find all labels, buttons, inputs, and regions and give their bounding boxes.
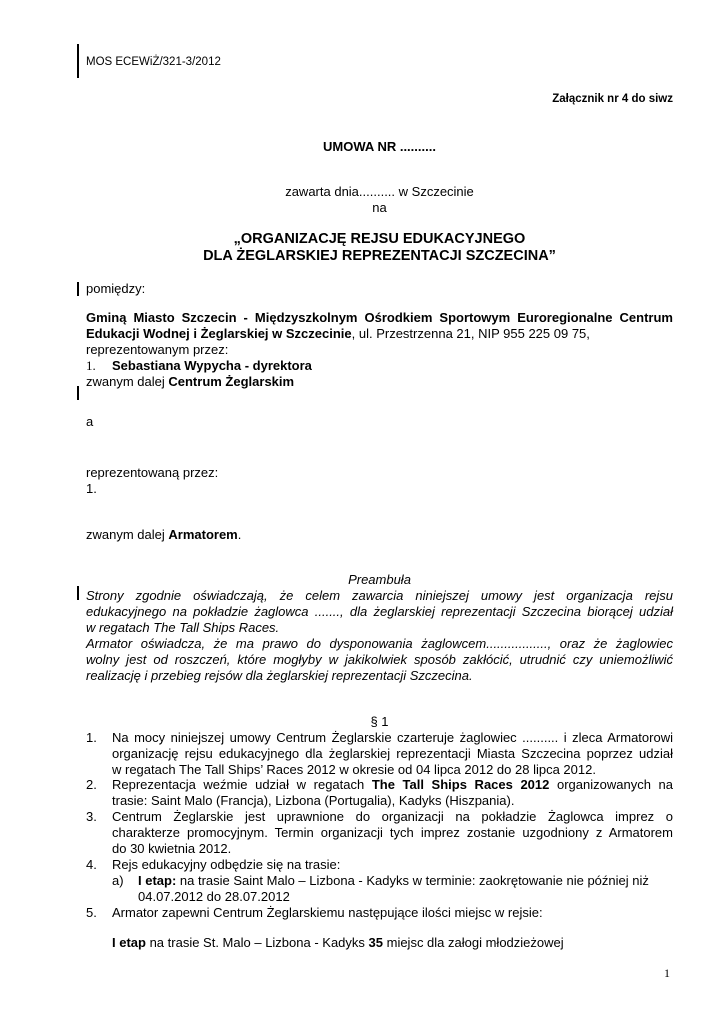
- section-heading: § 1: [370, 714, 389, 729]
- represented-by-2: reprezentowaną przez:: [86, 465, 219, 480]
- item-number: 3.: [86, 809, 97, 824]
- final-bold-count: 35: [368, 935, 383, 950]
- item2-line1: [112, 777, 673, 793]
- party1-line2: [86, 326, 590, 342]
- item-number: 4.: [86, 857, 97, 872]
- party1-name-bold: Edukacji Wodnej i Żeglarskiej w Szczecinie: [86, 326, 352, 341]
- subitem-line1: [138, 873, 673, 889]
- revision-bar: [77, 586, 79, 600]
- revision-bar: [77, 44, 79, 78]
- subject-line-1: „ORGANIZACJĘ REJSU EDUKACYJNEGO: [233, 231, 526, 247]
- called-name: Centrum Żeglarskim: [168, 374, 295, 389]
- document-reference: MOS ECEWiŻ/321-3/2012: [86, 56, 221, 68]
- item-number: 1.: [86, 730, 97, 745]
- represented-by: reprezentowanym przez:: [86, 342, 229, 357]
- item2-line2: trasie: Saint Malo (Francja), Lizbona (Portugalia), Kadyks (Hiszpania).: [112, 793, 515, 808]
- subject-line-2: DLA ŻEGLARSKIEJ REPREZENTACJI SZCZECINA”: [203, 248, 556, 264]
- item2-text: Reprezentacja weźmie udział w regatach: [112, 777, 372, 792]
- called2-suffix: .: [237, 527, 242, 542]
- subitem-line2: 04.07.2012 do 28.07.2012: [138, 889, 290, 904]
- annex-label: Załącznik nr 4 do siwz: [552, 93, 673, 105]
- preamble-line: edukacyjnego na pokładzie żaglowca ......., dla żeglarskiej reprezentacji Szczecina biorącej udział: [86, 604, 673, 619]
- item1-line: organizację rejsu edukacyjnego dla żeglarskiej reprezentacji Miasta Szczecina poprzez udział: [112, 746, 673, 761]
- and-label: a: [86, 414, 94, 429]
- called-line: [86, 374, 294, 390]
- rep1-number: 1.: [86, 358, 96, 373]
- rep2-number: 1.: [86, 481, 97, 496]
- preamble-line: Strony zgodnie oświadczają, że celem zawarcia niniejszej umowy jest organizacja rejsu: [86, 588, 673, 603]
- final-text-end: miejsc dla załogi młodzieżowej: [383, 935, 564, 950]
- preamble-line: wolny jest od roszczeń, które mogłyby w jakikolwiek sposób zakłócić, utrudnić czy uniemożliwić: [86, 652, 673, 667]
- item2-text-end: organizowanych na: [549, 777, 673, 792]
- called2-prefix: zwanym dalej: [86, 527, 169, 542]
- item-number: 5.: [86, 905, 97, 920]
- preamble-line: realizację i przebieg rejsów dla żeglarskiej reprezentacji Szczecina.: [86, 668, 473, 683]
- rep1-line: [86, 358, 312, 374]
- item3-line: charakterze promocyjnym. Termin organizacji tych imprez zostanie uzgodniony z Armatorem: [112, 825, 673, 840]
- called2-line: [86, 527, 241, 543]
- preamble-line: w regatach The Tall Ships Races.: [86, 620, 280, 635]
- revision-bar: [77, 282, 79, 296]
- party1-address: , ul. Przestrzenna 21, NIP 955 225 09 75,: [351, 326, 590, 341]
- page-number: 1: [664, 966, 670, 980]
- preamble-heading: Preambuła: [348, 572, 411, 587]
- called-prefix: zwanym dalej: [86, 374, 169, 389]
- item2-bold: The Tall Ships Races 2012: [371, 777, 550, 792]
- concluded-line: zawarta dnia.......... w Szczecinie: [285, 184, 474, 199]
- between-label: pomiędzy:: [86, 281, 146, 296]
- called2-name: Armatorem: [168, 527, 238, 542]
- final-bold-stage: I etap: [112, 935, 146, 950]
- final-text: na trasie St. Malo – Lizbona - Kadyks: [145, 935, 369, 950]
- preamble-line: Armator oświadcza, że ma prawo do dysponowania żaglowcem................., oraz że żaglowiec: [86, 636, 673, 651]
- final-line: [112, 935, 673, 951]
- item4-text: Rejs edukacyjny odbędzie się na trasie:: [112, 857, 341, 872]
- party1-line1: Gminą Miasto Szczecin - Międzyszkolnym Ośrodkiem Sportowym Euroregionalne Centrum: [86, 310, 673, 325]
- subitem-letter: a): [112, 873, 124, 888]
- rep1-name: Sebastiana Wypycha - dyrektora: [112, 358, 312, 373]
- item1-line: w regatach The Tall Ships’ Races 2012 w okresie od 04 lipca 2012 do 28 lipca 2012.: [112, 762, 596, 777]
- item1-line: Na mocy niniejszej umowy Centrum Żeglarskie czarteruje żaglowiec .......... i zleca Armatorowi: [112, 730, 673, 745]
- subitem-text: na trasie Saint Malo – Lizbona - Kadyks w terminie: zaokrętowanie nie później niż: [176, 873, 649, 888]
- on-line: na: [372, 200, 387, 215]
- item-number: 2.: [86, 777, 97, 792]
- subitem-bold: I etap:: [138, 873, 177, 888]
- item3-line: do 30 kwietnia 2012.: [112, 841, 232, 856]
- revision-bar: [77, 386, 79, 400]
- contract-number: UMOWA NR ..........: [323, 139, 436, 154]
- item3-line: Centrum Żeglarskie jest uprawnione do organizacji na pokładzie Żaglowca imprez o: [112, 809, 673, 824]
- item5-text: Armator zapewni Centrum Żeglarskiemu następujące ilości miejsc w rejsie:: [112, 905, 543, 920]
